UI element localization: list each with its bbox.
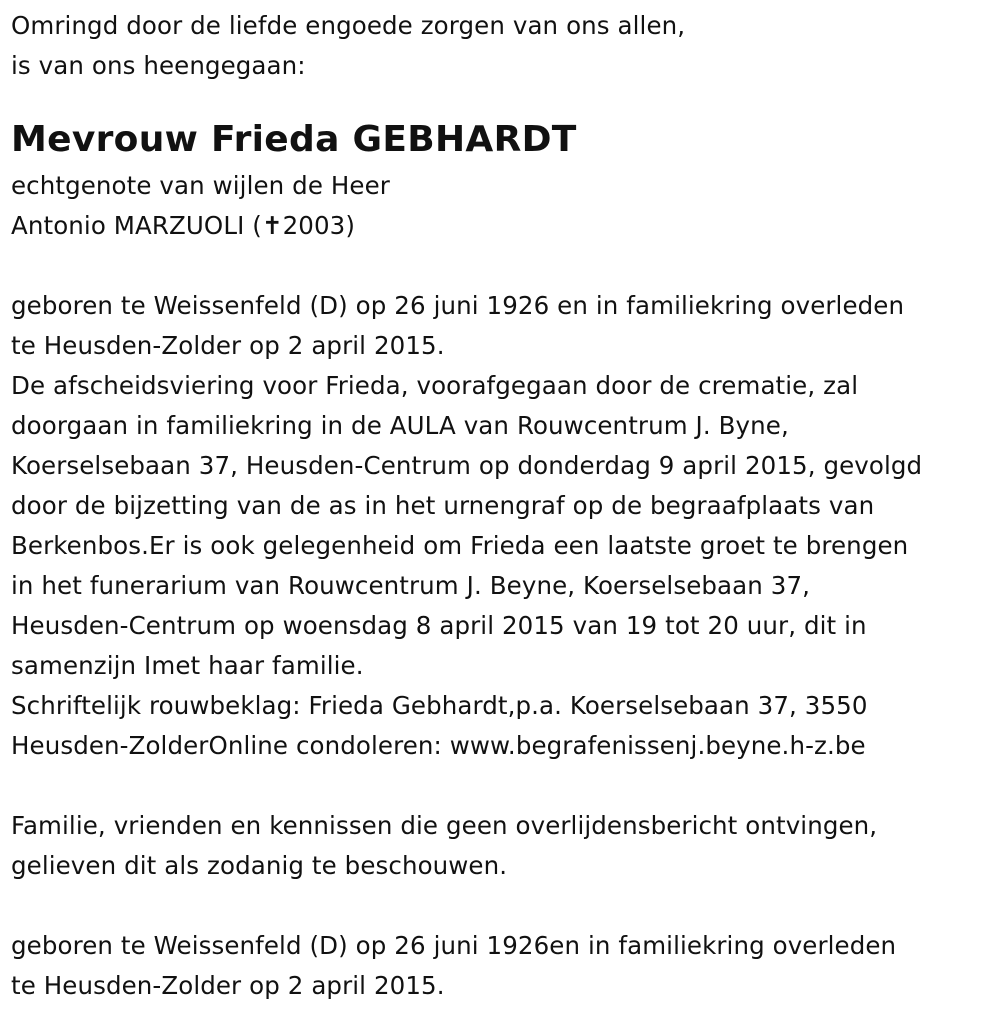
body-line: Heusden-Centrum op woensdag 8 april 2015 van 19 tot 20 uur, dit in: [11, 611, 867, 640]
deceased-name: Mevrouw Frieda GEBHARDT: [11, 119, 577, 160]
body-line: te Heusden-Zolder op 2 april 2015.: [11, 331, 445, 360]
obituary-notice: [11, 6, 991, 1006]
spouse-line-1: echtgenote van wijlen de Heer: [11, 171, 390, 200]
body-line: door de bijzetting van de as in het urnengraf op de begraafplaats van: [11, 491, 875, 520]
spouse-line-2: Antonio MARZUOLI (✝2003): [11, 211, 355, 240]
body-line: samenzijn Imet haar familie.: [11, 651, 364, 680]
blank-line: [11, 766, 991, 806]
body-line: Heusden-ZolderOnline condoleren: www.begrafenissenj.beyne.h-z.be: [11, 731, 866, 760]
closing-line-2: te Heusden-Zolder op 2 april 2015.: [11, 971, 445, 1000]
body-line: in het funerarium van Rouwcentrum J. Beyne, Koerselsebaan 37,: [11, 571, 811, 600]
body-line: De afscheidsviering voor Frieda, voorafgegaan door de crematie, zal: [11, 371, 859, 400]
body-line: doorgaan in familiekring in de AULA van Rouwcentrum J. Byne,: [11, 411, 789, 440]
notice-line-2: gelieven dit als zodanig te beschouwen.: [11, 851, 508, 880]
closing-line-1: geboren te Weissenfeld (D) op 26 juni 1926en in familiekring overleden: [11, 931, 897, 960]
blank-line: [11, 886, 991, 926]
body-line: Berkenbos.Er is ook gelegenheid om Frieda een laatste groet te brengen: [11, 531, 909, 560]
body-line: Schriftelijk rouwbeklag: Frieda Gebhardt,p.a. Koerselsebaan 37, 3550: [11, 691, 868, 720]
body-line: Koerselsebaan 37, Heusden-Centrum op donderdag 9 april 2015, gevolgd: [11, 451, 923, 480]
blank-line: [11, 246, 991, 286]
notice-line-1: Familie, vrienden en kennissen die geen overlijdensbericht ontvingen,: [11, 811, 878, 840]
intro-line-2: is van ons heengegaan:: [11, 51, 306, 80]
spacer: [11, 86, 991, 116]
intro-line-1: Omringd door de liefde engoede zorgen van ons allen,: [11, 11, 686, 40]
body-line: geboren te Weissenfeld (D) op 26 juni 1926 en in familiekring overleden: [11, 291, 905, 320]
